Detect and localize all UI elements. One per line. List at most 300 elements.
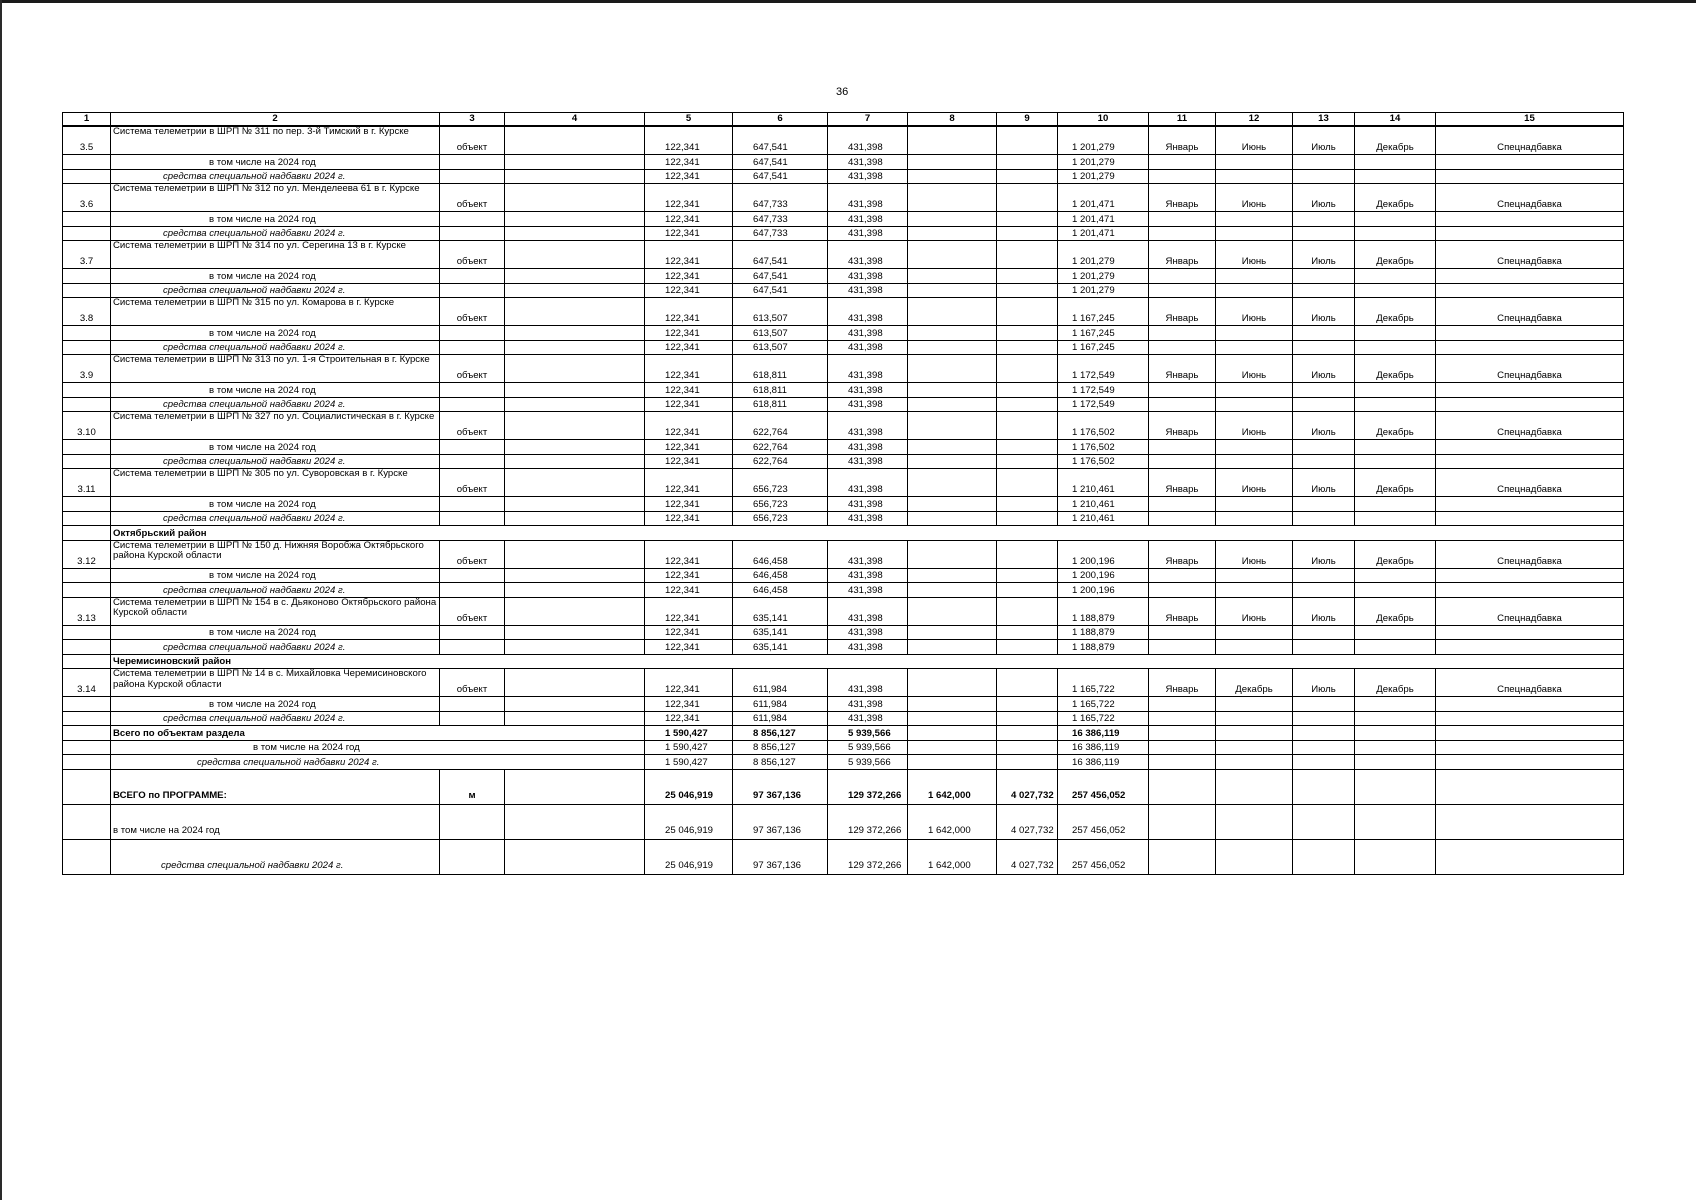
col10-value: 1 176,502 [1058, 454, 1149, 469]
col6-value: 611,984 [733, 711, 828, 726]
end-month: Декабрь [1355, 184, 1436, 212]
subrow-label: средства специальной надбавки 2024 г. [111, 640, 440, 655]
col9-cell [997, 669, 1058, 697]
empty-cell [1355, 340, 1436, 355]
row-number-cell [63, 155, 111, 170]
col9-cell [997, 397, 1058, 412]
object-row [63, 597, 1624, 625]
empty-cell [1293, 697, 1355, 712]
col9-cell [997, 126, 1058, 155]
col5-value: 122,341 [645, 269, 733, 284]
col7-value: 431,398 [828, 355, 908, 383]
col6-value: 611,984 [733, 669, 828, 697]
funding-source: Спецнадбавка [1436, 597, 1624, 625]
month-13: Июль [1293, 355, 1355, 383]
col5-value: 122,341 [645, 583, 733, 598]
end-month: Декабрь [1355, 540, 1436, 568]
empty-cell [1216, 568, 1293, 583]
empty-cell [1216, 326, 1293, 341]
empty-cell [1216, 283, 1293, 298]
empty-cell [1293, 511, 1355, 526]
col10-value: 1 188,879 [1058, 597, 1149, 625]
section-name: Октябрьский район [111, 526, 1624, 541]
col7-value: 431,398 [828, 126, 908, 155]
col10-value: 257 456,052 [1058, 804, 1149, 839]
month-13: Июль [1293, 298, 1355, 326]
col4-cell [505, 226, 645, 241]
col9-cell [997, 755, 1058, 770]
empty-cell [1293, 711, 1355, 726]
col4-cell [505, 540, 645, 568]
empty-cell [1149, 640, 1216, 655]
col9-cell [997, 212, 1058, 227]
col4-cell [505, 383, 645, 398]
month-12: Июнь [1216, 540, 1293, 568]
header-cell: 13 [1293, 113, 1355, 127]
empty-cell [1149, 839, 1216, 874]
col4-cell [505, 839, 645, 874]
col9-cell [997, 597, 1058, 625]
col10-value: 1 172,549 [1058, 383, 1149, 398]
empty-cell [1436, 740, 1624, 755]
col7-value: 431,398 [828, 497, 908, 512]
empty-cell [1293, 212, 1355, 227]
object-row [63, 298, 1624, 326]
program-total-label: ВСЕГО по ПРОГРАММЕ: [111, 769, 440, 804]
month-12: Июнь [1216, 597, 1293, 625]
empty-cell [1355, 497, 1436, 512]
col4-cell [505, 640, 645, 655]
unit-cell: объект [440, 298, 505, 326]
empty-cell [1355, 226, 1436, 241]
col8-cell [908, 283, 997, 298]
empty-cell [1355, 326, 1436, 341]
col6-value: 618,811 [733, 355, 828, 383]
col7-value: 5 939,566 [828, 740, 908, 755]
col6-value: 647,541 [733, 155, 828, 170]
col8-cell [908, 326, 997, 341]
empty-cell [1149, 769, 1216, 804]
col6-value: 647,541 [733, 283, 828, 298]
month-12: Июнь [1216, 241, 1293, 269]
empty-cell [1149, 804, 1216, 839]
col7-value: 129 372,266 [828, 804, 908, 839]
unit-cell [440, 568, 505, 583]
funding-source: Спецнадбавка [1436, 412, 1624, 440]
col6-value: 618,811 [733, 397, 828, 412]
empty-cell [1436, 755, 1624, 770]
end-month: Декабрь [1355, 355, 1436, 383]
empty-cell [1293, 755, 1355, 770]
empty-cell [1355, 383, 1436, 398]
col4-cell [505, 269, 645, 284]
col7-value: 431,398 [828, 184, 908, 212]
unit-cell [440, 169, 505, 184]
col4-cell [505, 511, 645, 526]
col9-cell [997, 726, 1058, 741]
unit-cell [440, 383, 505, 398]
start-month: Январь [1149, 241, 1216, 269]
col8-cell [908, 155, 997, 170]
unit-cell [440, 269, 505, 284]
col7-value: 129 372,266 [828, 769, 908, 804]
col4-cell [505, 454, 645, 469]
col10-value: 1 167,245 [1058, 326, 1149, 341]
col8-cell [908, 440, 997, 455]
subrow-label: средства специальной надбавки 2024 г. [111, 397, 440, 412]
header-cell: 14 [1355, 113, 1436, 127]
row-number-cell [63, 755, 111, 770]
start-month: Январь [1149, 669, 1216, 697]
end-month: Декабрь [1355, 669, 1436, 697]
col9-value: 4 027,732 [997, 839, 1058, 874]
col10-value: 1 188,879 [1058, 625, 1149, 640]
col4-cell [505, 769, 645, 804]
empty-cell [1293, 283, 1355, 298]
subrow-label: в том числе на 2024 год [111, 155, 440, 170]
col9-cell [997, 283, 1058, 298]
header-cell: 7 [828, 113, 908, 127]
unit-cell [440, 839, 505, 874]
section-name: Черемисиновский район [111, 654, 1624, 669]
col8-cell [908, 511, 997, 526]
unit-cell: объект [440, 241, 505, 269]
empty-cell [1216, 625, 1293, 640]
table-body [63, 113, 1624, 875]
object-name: Система телеметрии в ШРП № 312 по ул. Менделеева 61 в г. Курске [111, 184, 440, 212]
empty-cell [1355, 568, 1436, 583]
end-month: Декабрь [1355, 241, 1436, 269]
col6-value: 8 856,127 [733, 726, 828, 741]
col9-cell [997, 740, 1058, 755]
col9-cell [997, 269, 1058, 284]
empty-cell [1355, 740, 1436, 755]
empty-cell [1293, 726, 1355, 741]
col5-value: 122,341 [645, 212, 733, 227]
col5-value: 1 590,427 [645, 755, 733, 770]
start-month: Январь [1149, 469, 1216, 497]
col6-value: 635,141 [733, 625, 828, 640]
col8-cell [908, 412, 997, 440]
empty-cell [1355, 283, 1436, 298]
col7-value: 431,398 [828, 469, 908, 497]
unit-cell [440, 212, 505, 227]
col10-value: 1 165,722 [1058, 697, 1149, 712]
empty-cell [1355, 397, 1436, 412]
empty-cell [1436, 269, 1624, 284]
col6-value: 97 367,136 [733, 839, 828, 874]
section-total-2024-row [63, 740, 1624, 755]
start-month: Январь [1149, 540, 1216, 568]
subrow-special [63, 511, 1624, 526]
col9-cell [997, 583, 1058, 598]
col8-cell [908, 241, 997, 269]
col4-cell [505, 184, 645, 212]
empty-cell [1149, 740, 1216, 755]
start-month: Январь [1149, 298, 1216, 326]
month-13: Июль [1293, 540, 1355, 568]
empty-cell [1355, 169, 1436, 184]
empty-cell [1149, 568, 1216, 583]
col10-value: 1 201,471 [1058, 184, 1149, 212]
empty-cell [1355, 269, 1436, 284]
empty-cell [1149, 454, 1216, 469]
object-row [63, 126, 1624, 155]
row-number-cell [63, 497, 111, 512]
empty-cell [1216, 340, 1293, 355]
funding-source: Спецнадбавка [1436, 126, 1624, 155]
empty-cell [1436, 640, 1624, 655]
empty-cell [1149, 340, 1216, 355]
col6-value: 8 856,127 [733, 755, 828, 770]
col8-cell [908, 298, 997, 326]
col5-value: 122,341 [645, 597, 733, 625]
header-cell: 11 [1149, 113, 1216, 127]
empty-cell [1355, 711, 1436, 726]
col6-value: 646,458 [733, 568, 828, 583]
col5-value: 122,341 [645, 283, 733, 298]
unit-cell: м [440, 769, 505, 804]
row-number: 3.12 [63, 540, 111, 568]
subrow-special [63, 226, 1624, 241]
total-label: Всего по объектам раздела [111, 726, 645, 741]
row-number: 3.10 [63, 412, 111, 440]
month-12: Июнь [1216, 184, 1293, 212]
col5-value: 122,341 [645, 340, 733, 355]
empty-cell [1436, 226, 1624, 241]
col4-cell [505, 397, 645, 412]
col4-cell [505, 212, 645, 227]
section-total-row [63, 726, 1624, 741]
empty-cell [1293, 397, 1355, 412]
unit-cell [440, 283, 505, 298]
col10-value: 1 201,279 [1058, 169, 1149, 184]
subrow-label: в том числе на 2024 год [111, 269, 440, 284]
col8-cell [908, 355, 997, 383]
col9-cell [997, 326, 1058, 341]
row-number-cell [63, 640, 111, 655]
col4-cell [505, 355, 645, 383]
total-label: средства специальной надбавки 2024 г. [111, 755, 645, 770]
empty-cell [1436, 583, 1624, 598]
col7-value: 431,398 [828, 440, 908, 455]
col8-cell [908, 697, 997, 712]
subrow-label: в том числе на 2024 год [111, 568, 440, 583]
col5-value: 122,341 [645, 155, 733, 170]
col7-value: 431,398 [828, 583, 908, 598]
empty-cell [1436, 511, 1624, 526]
empty-cell [1216, 804, 1293, 839]
empty-cell [1293, 383, 1355, 398]
col5-value: 122,341 [645, 511, 733, 526]
col7-value: 431,398 [828, 283, 908, 298]
col6-value: 647,541 [733, 126, 828, 155]
unit-cell: объект [440, 469, 505, 497]
col7-value: 5 939,566 [828, 755, 908, 770]
month-12: Декабрь [1216, 669, 1293, 697]
col9-cell [997, 640, 1058, 655]
funding-source: Спецнадбавка [1436, 298, 1624, 326]
col7-value: 431,398 [828, 540, 908, 568]
unit-cell: объект [440, 597, 505, 625]
col7-value: 431,398 [828, 326, 908, 341]
empty-cell [1149, 440, 1216, 455]
empty-cell [1216, 212, 1293, 227]
empty-cell [1293, 440, 1355, 455]
subrow-2024 [63, 625, 1624, 640]
row-number-cell [63, 526, 111, 541]
col9-cell [997, 469, 1058, 497]
header-row [63, 113, 1624, 127]
col10-value: 1 201,471 [1058, 226, 1149, 241]
col6-value: 613,507 [733, 340, 828, 355]
col9-value: 4 027,732 [997, 769, 1058, 804]
col7-value: 431,398 [828, 412, 908, 440]
col6-value: 611,984 [733, 697, 828, 712]
header-cell: 9 [997, 113, 1058, 127]
header-cell: 4 [505, 113, 645, 127]
subrow-label: в том числе на 2024 год [111, 625, 440, 640]
col9-cell [997, 625, 1058, 640]
col4-cell [505, 625, 645, 640]
empty-cell [1436, 397, 1624, 412]
col6-value: 656,723 [733, 511, 828, 526]
col6-value: 647,541 [733, 241, 828, 269]
row-number-cell [63, 326, 111, 341]
subrow-special [63, 711, 1624, 726]
col9-cell [997, 697, 1058, 712]
empty-cell [1216, 711, 1293, 726]
scan-edge-top [0, 0, 1696, 3]
empty-cell [1355, 212, 1436, 227]
col10-value: 257 456,052 [1058, 769, 1149, 804]
col5-value: 122,341 [645, 241, 733, 269]
col8-cell [908, 640, 997, 655]
object-name: Система телеметрии в ШРП № 315 по ул. Комарова в г. Курске [111, 298, 440, 326]
subrow-label: средства специальной надбавки 2024 г. [111, 340, 440, 355]
col8-cell [908, 269, 997, 284]
col4-cell [505, 804, 645, 839]
col9-cell [997, 241, 1058, 269]
month-13: Июль [1293, 241, 1355, 269]
col9-cell [997, 355, 1058, 383]
month-13: Июль [1293, 469, 1355, 497]
empty-cell [1355, 755, 1436, 770]
col5-value: 122,341 [645, 469, 733, 497]
col4-cell [505, 169, 645, 184]
col10-value: 1 201,279 [1058, 155, 1149, 170]
unit-cell: объект [440, 669, 505, 697]
object-name: Система телеметрии в ШРП № 14 в с. Михайловка Черемисиновского района Курской области [111, 669, 440, 697]
empty-cell [1436, 326, 1624, 341]
object-row [63, 469, 1624, 497]
col4-cell [505, 283, 645, 298]
empty-cell [1293, 326, 1355, 341]
empty-cell [1216, 740, 1293, 755]
row-number-cell [63, 383, 111, 398]
col9-cell [997, 169, 1058, 184]
subrow-2024 [63, 383, 1624, 398]
empty-cell [1293, 269, 1355, 284]
section-total-special-row [63, 755, 1624, 770]
object-name: Система телеметрии в ШРП № 311 по пер. 3-й Тимский в г. Курске [111, 126, 440, 155]
row-number-cell [63, 740, 111, 755]
unit-cell [440, 326, 505, 341]
col7-value: 431,398 [828, 383, 908, 398]
col8-cell [908, 454, 997, 469]
program-table [62, 112, 1624, 875]
subrow-label: средства специальной надбавки 2024 г. [111, 511, 440, 526]
empty-cell [1216, 755, 1293, 770]
row-number-cell [63, 397, 111, 412]
empty-cell [1355, 726, 1436, 741]
col10-value: 1 210,461 [1058, 497, 1149, 512]
page-number: 36 [836, 86, 849, 98]
empty-cell [1355, 804, 1436, 839]
funding-source: Спецнадбавка [1436, 355, 1624, 383]
month-12: Июнь [1216, 412, 1293, 440]
col7-value: 431,398 [828, 397, 908, 412]
empty-cell [1149, 326, 1216, 341]
col5-value: 122,341 [645, 640, 733, 655]
col10-value: 1 172,549 [1058, 355, 1149, 383]
month-13: Июль [1293, 412, 1355, 440]
empty-cell [1149, 625, 1216, 640]
month-13: Июль [1293, 126, 1355, 155]
empty-cell [1293, 804, 1355, 839]
row-number-cell [63, 440, 111, 455]
empty-cell [1436, 769, 1624, 804]
empty-cell [1293, 640, 1355, 655]
col7-value: 431,398 [828, 454, 908, 469]
col5-value: 25 046,919 [645, 769, 733, 804]
col6-value: 647,733 [733, 212, 828, 227]
month-13: Июль [1293, 184, 1355, 212]
col9-cell [997, 383, 1058, 398]
unit-cell [440, 226, 505, 241]
row-number-cell [63, 568, 111, 583]
object-name: Система телеметрии в ШРП № 327 по ул. Социалистическая в г. Курске [111, 412, 440, 440]
col4-cell [505, 440, 645, 455]
col9-cell [997, 454, 1058, 469]
col6-value: 635,141 [733, 640, 828, 655]
header-cell: 3 [440, 113, 505, 127]
col7-value: 431,398 [828, 597, 908, 625]
col9-cell [997, 226, 1058, 241]
empty-cell [1216, 839, 1293, 874]
col8-cell [908, 583, 997, 598]
empty-cell [1149, 226, 1216, 241]
subrow-label: средства специальной надбавки 2024 г. [111, 711, 440, 726]
row-number-cell [63, 340, 111, 355]
object-row [63, 241, 1624, 269]
row-number-cell [63, 625, 111, 640]
col5-value: 122,341 [645, 711, 733, 726]
col9-cell [997, 184, 1058, 212]
col7-value: 5 939,566 [828, 726, 908, 741]
funding-source: Спецнадбавка [1436, 669, 1624, 697]
empty-cell [1149, 269, 1216, 284]
empty-cell [1149, 726, 1216, 741]
empty-cell [1293, 583, 1355, 598]
col8-cell [908, 497, 997, 512]
col4-cell [505, 697, 645, 712]
col8-cell [908, 740, 997, 755]
col8-cell [908, 212, 997, 227]
row-number-cell [63, 269, 111, 284]
col6-value: 8 856,127 [733, 740, 828, 755]
empty-cell [1436, 440, 1624, 455]
